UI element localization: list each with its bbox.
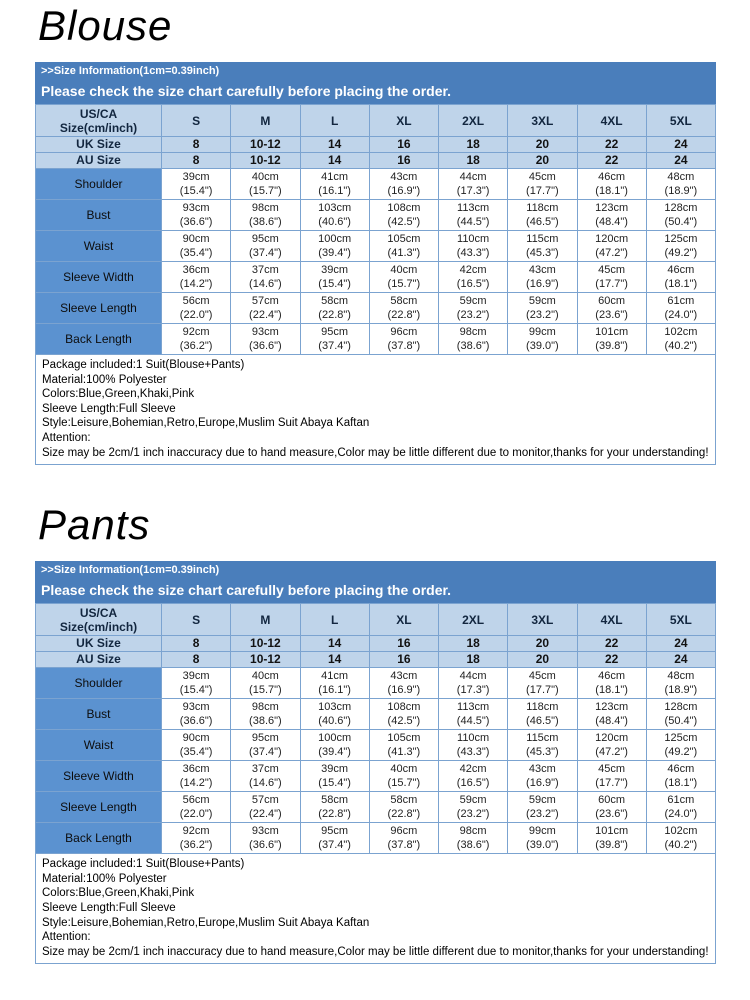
region-size-cell: 22: [577, 636, 646, 652]
measurement-cell: 58cm (22.8"): [369, 792, 438, 823]
measurement-cell: 102cm (40.2"): [646, 324, 715, 355]
measurement-cell: 96cm (37.8"): [369, 823, 438, 854]
size-header-cell: M: [231, 105, 300, 137]
measurement-cell: 36cm (14.2"): [162, 262, 231, 293]
region-size-cell: 14: [300, 636, 369, 652]
size-header-cell: 2XL: [439, 105, 508, 137]
measurement-cell: 41cm (16.1"): [300, 169, 369, 200]
measurement-cell: 101cm (39.8"): [577, 823, 646, 854]
measurement-label: Sleeve Width: [36, 262, 162, 293]
measurement-cell: 123cm (48.4"): [577, 699, 646, 730]
measurement-cell: 57cm (22.4"): [231, 293, 300, 324]
measurement-cell: 95cm (37.4"): [231, 231, 300, 262]
measurement-cell: 59cm (23.2"): [508, 792, 577, 823]
measurement-cell: 125cm (49.2"): [646, 231, 715, 262]
measurement-cell: 102cm (40.2"): [646, 823, 715, 854]
region-size-cell: 20: [508, 137, 577, 153]
measurement-cell: 105cm (41.3"): [369, 730, 438, 761]
region-size-cell: 18: [439, 652, 508, 668]
measurement-cell: 96cm (37.8"): [369, 324, 438, 355]
measurement-cell: 125cm (49.2"): [646, 730, 715, 761]
measurement-cell: 37cm (14.6"): [231, 262, 300, 293]
region-size-cell: 10-12: [231, 636, 300, 652]
measurement-label: Back Length: [36, 823, 162, 854]
measurement-cell: 43cm (16.9"): [369, 169, 438, 200]
size-info-bar: >>Size Information(1cm=0.39inch): [35, 62, 716, 80]
measurement-cell: 108cm (42.5"): [369, 200, 438, 231]
region-size-row: [36, 153, 716, 169]
region-size-label: UK Size: [36, 636, 162, 652]
measurement-row: [36, 668, 716, 699]
region-size-cell: 20: [508, 652, 577, 668]
product-details: [35, 355, 716, 465]
measurement-row: [36, 792, 716, 823]
measurement-cell: 56cm (22.0"): [162, 792, 231, 823]
detail-line: Colors:Blue,Green,Khaki,Pink: [42, 388, 195, 401]
size-header-cell: 5XL: [646, 105, 715, 137]
measurement-cell: 40cm (15.7"): [369, 761, 438, 792]
size-header-cell: L: [300, 105, 369, 137]
size-chart-table: [35, 104, 716, 355]
measurement-cell: 45cm (17.7"): [577, 262, 646, 293]
measurement-cell: 92cm (36.2"): [162, 823, 231, 854]
region-size-cell: 10-12: [231, 137, 300, 153]
detail-line: Material:100% Polyester: [42, 872, 167, 885]
detail-line: Sleeve Length:Full Sleeve: [42, 902, 176, 914]
measurement-cell: 95cm (37.4"): [300, 823, 369, 854]
measurement-cell: 93cm (36.6"): [162, 699, 231, 730]
region-size-cell: 14: [300, 153, 369, 169]
measurement-cell: 120cm (47.2"): [577, 231, 646, 262]
measurement-cell: 46cm (18.1"): [577, 169, 646, 200]
measurement-label: Back Length: [36, 324, 162, 355]
blouse-section: [0, 0, 750, 465]
measurement-label: Sleeve Length: [36, 293, 162, 324]
measurement-row: [36, 823, 716, 854]
measurement-cell: 93cm (36.6"): [231, 324, 300, 355]
size-header-cell: 3XL: [508, 604, 577, 636]
measurement-cell: 118cm (46.5"): [508, 200, 577, 231]
region-size-label: AU Size: [36, 153, 162, 169]
detail-line: Attention:: [42, 432, 91, 444]
size-header-cell: XL: [369, 105, 438, 137]
measurement-cell: 100cm (39.4"): [300, 730, 369, 761]
measurement-cell: 39cm (15.4"): [300, 761, 369, 792]
measurement-cell: 98cm (38.6"): [231, 200, 300, 231]
measurement-cell: 46cm (18.1"): [577, 668, 646, 699]
region-size-cell: 20: [508, 636, 577, 652]
detail-line: Style:Leisure,Bohemian,Retro,Europe,Muslim Suit Abaya Kaftan: [42, 916, 370, 929]
measurement-cell: 105cm (41.3"): [369, 231, 438, 262]
region-size-cell: 10-12: [231, 652, 300, 668]
measurement-cell: 113cm (44.5"): [439, 699, 508, 730]
size-chart-block: [35, 561, 716, 964]
measurement-cell: 36cm (14.2"): [162, 761, 231, 792]
detail-line: Colors:Blue,Green,Khaki,Pink: [42, 887, 195, 900]
region-size-row: [36, 652, 716, 668]
measurement-cell: 100cm (39.4"): [300, 231, 369, 262]
measurement-cell: 99cm (39.0"): [508, 823, 577, 854]
measurement-cell: 42cm (16.5"): [439, 761, 508, 792]
measurement-row: [36, 730, 716, 761]
section-title: Blouse: [38, 2, 173, 49]
region-size-cell: 24: [646, 636, 715, 652]
measurement-cell: 37cm (14.6"): [231, 761, 300, 792]
measurement-cell: 58cm (22.8"): [369, 293, 438, 324]
region-size-cell: 18: [439, 636, 508, 652]
measurement-cell: 59cm (23.2"): [439, 792, 508, 823]
measurement-cell: 115cm (45.3"): [508, 231, 577, 262]
measurement-cell: 99cm (39.0"): [508, 324, 577, 355]
measurement-cell: 98cm (38.6"): [439, 324, 508, 355]
measurement-label: Shoulder: [36, 169, 162, 200]
measurement-cell: 120cm (47.2"): [577, 730, 646, 761]
region-size-row: [36, 137, 716, 153]
detail-line: Size may be 2cm/1 inch inaccuracy due to hand measure,Color may be little different due to monitor,thanks for your understanding!: [42, 446, 709, 459]
region-size-cell: 10-12: [231, 153, 300, 169]
size-header-cell: XL: [369, 604, 438, 636]
measurement-cell: 113cm (44.5"): [439, 200, 508, 231]
measurement-cell: 44cm (17.3"): [439, 169, 508, 200]
size-header-cell: S: [162, 604, 231, 636]
measurement-cell: 103cm (40.6"): [300, 699, 369, 730]
measurement-label: Waist: [36, 231, 162, 262]
measurement-cell: 118cm (46.5"): [508, 699, 577, 730]
size-header-cell: 3XL: [508, 105, 577, 137]
size-info-bar: >>Size Information(1cm=0.39inch): [35, 561, 716, 579]
size-header-cell: L: [300, 604, 369, 636]
region-size-label: UK Size: [36, 137, 162, 153]
measurement-cell: 95cm (37.4"): [231, 730, 300, 761]
region-size-cell: 8: [162, 153, 231, 169]
measurement-cell: 58cm (22.8"): [300, 293, 369, 324]
detail-line: Attention:: [42, 931, 91, 944]
region-size-cell: 18: [439, 153, 508, 169]
measurement-label: Sleeve Width: [36, 761, 162, 792]
measurement-cell: 48cm (18.9"): [646, 668, 715, 699]
region-size-cell: 16: [369, 652, 438, 668]
measurement-cell: 48cm (18.9"): [646, 169, 715, 200]
region-size-cell: 22: [577, 137, 646, 153]
measurement-cell: 39cm (15.4"): [162, 668, 231, 699]
measurement-row: [36, 699, 716, 730]
size-chart-block: [35, 62, 716, 465]
measurement-cell: 110cm (43.3"): [439, 730, 508, 761]
region-size-cell: 24: [646, 652, 715, 668]
measurement-cell: 57cm (22.4"): [231, 792, 300, 823]
measurement-cell: 123cm (48.4"): [577, 200, 646, 231]
table-header-row: [36, 604, 716, 636]
region-size-cell: 20: [508, 153, 577, 169]
measurement-cell: 93cm (36.6"): [231, 823, 300, 854]
measurement-cell: 40cm (15.7"): [231, 668, 300, 699]
measurement-cell: 61cm (24.0"): [646, 792, 715, 823]
detail-line: Style:Leisure,Bohemian,Retro,Europe,Muslim Suit Abaya Kaftan: [42, 417, 370, 430]
measurement-cell: 98cm (38.6"): [231, 699, 300, 730]
measurement-cell: 41cm (16.1"): [300, 668, 369, 699]
measurement-cell: 43cm (16.9"): [508, 262, 577, 293]
measurement-row: [36, 262, 716, 293]
product-details: [35, 854, 716, 964]
notice-bar: Please check the size chart carefully before placing the order.: [35, 80, 716, 104]
region-size-cell: 22: [577, 652, 646, 668]
region-size-cell: 14: [300, 137, 369, 153]
section-title: Pants: [38, 501, 151, 549]
region-size-cell: 22: [577, 153, 646, 169]
size-header-cell: 4XL: [577, 105, 646, 137]
measurement-cell: 45cm (17.7"): [577, 761, 646, 792]
region-size-cell: 8: [162, 137, 231, 153]
region-size-cell: 24: [646, 153, 715, 169]
measurement-row: [36, 761, 716, 792]
region-size-cell: 18: [439, 137, 508, 153]
measurement-cell: 61cm (24.0"): [646, 293, 715, 324]
measurement-cell: 128cm (50.4"): [646, 200, 715, 231]
measurement-cell: 110cm (43.3"): [439, 231, 508, 262]
measurement-cell: 93cm (36.6"): [162, 200, 231, 231]
detail-line: Sleeve Length:Full Sleeve: [42, 402, 176, 415]
table-header-row: [36, 105, 716, 137]
pants-section: [0, 465, 750, 964]
size-header-cell: M: [231, 604, 300, 636]
measurement-cell: 46cm (18.1"): [646, 761, 715, 792]
corner-header-cell: US/CA Size(cm/inch): [36, 105, 162, 137]
measurement-row: [36, 169, 716, 200]
measurement-cell: 103cm (40.6"): [300, 200, 369, 231]
corner-header-cell: US/CA Size(cm/inch): [36, 604, 162, 636]
measurement-row: [36, 293, 716, 324]
measurement-label: Bust: [36, 699, 162, 730]
measurement-cell: 92cm (36.2"): [162, 324, 231, 355]
size-header-cell: S: [162, 105, 231, 137]
measurement-cell: 115cm (45.3"): [508, 730, 577, 761]
measurement-cell: 44cm (17.3"): [439, 668, 508, 699]
size-chart-table: [35, 603, 716, 854]
measurement-cell: 98cm (38.6"): [439, 823, 508, 854]
measurement-label: Bust: [36, 200, 162, 231]
measurement-cell: 39cm (15.4"): [162, 169, 231, 200]
measurement-cell: 45cm (17.7"): [508, 169, 577, 200]
region-size-cell: 14: [300, 652, 369, 668]
detail-line: Size may be 2cm/1 inch inaccuracy due to hand measure,Color may be little different due to monitor,thanks for your understanding!: [42, 945, 709, 958]
measurement-cell: 60cm (23.6"): [577, 293, 646, 324]
measurement-label: Sleeve Length: [36, 792, 162, 823]
measurement-cell: 40cm (15.7"): [369, 262, 438, 293]
measurement-cell: 101cm (39.8"): [577, 324, 646, 355]
measurement-cell: 40cm (15.7"): [231, 169, 300, 200]
region-size-cell: 16: [369, 153, 438, 169]
region-size-cell: 8: [162, 636, 231, 652]
measurement-cell: 43cm (16.9"): [508, 761, 577, 792]
measurement-cell: 43cm (16.9"): [369, 668, 438, 699]
measurement-cell: 59cm (23.2"): [439, 293, 508, 324]
measurement-label: Shoulder: [36, 668, 162, 699]
detail-line: Package included:1 Suit(Blouse+Pants): [42, 858, 245, 871]
size-header-cell: 2XL: [439, 604, 508, 636]
measurement-row: [36, 200, 716, 231]
measurement-cell: 128cm (50.4"): [646, 699, 715, 730]
size-header-cell: 5XL: [646, 604, 715, 636]
measurement-cell: 42cm (16.5"): [439, 262, 508, 293]
size-header-cell: 4XL: [577, 604, 646, 636]
measurement-cell: 58cm (22.8"): [300, 792, 369, 823]
region-size-cell: 8: [162, 652, 231, 668]
measurement-cell: 90cm (35.4"): [162, 231, 231, 262]
measurement-cell: 46cm (18.1"): [646, 262, 715, 293]
measurement-label: Waist: [36, 730, 162, 761]
region-size-cell: 24: [646, 137, 715, 153]
detail-line: Material:100% Polyester: [42, 373, 167, 386]
detail-line: Package included:1 Suit(Blouse+Pants): [42, 359, 245, 372]
measurement-cell: 59cm (23.2"): [508, 293, 577, 324]
measurement-row: [36, 324, 716, 355]
measurement-cell: 108cm (42.5"): [369, 699, 438, 730]
region-size-label: AU Size: [36, 652, 162, 668]
measurement-cell: 90cm (35.4"): [162, 730, 231, 761]
region-size-cell: 16: [369, 137, 438, 153]
measurement-cell: 60cm (23.6"): [577, 792, 646, 823]
measurement-cell: 39cm (15.4"): [300, 262, 369, 293]
region-size-cell: 16: [369, 636, 438, 652]
region-size-row: [36, 636, 716, 652]
measurement-cell: 56cm (22.0"): [162, 293, 231, 324]
measurement-cell: 45cm (17.7"): [508, 668, 577, 699]
measurement-row: [36, 231, 716, 262]
notice-bar: Please check the size chart carefully before placing the order.: [35, 579, 716, 603]
measurement-cell: 95cm (37.4"): [300, 324, 369, 355]
